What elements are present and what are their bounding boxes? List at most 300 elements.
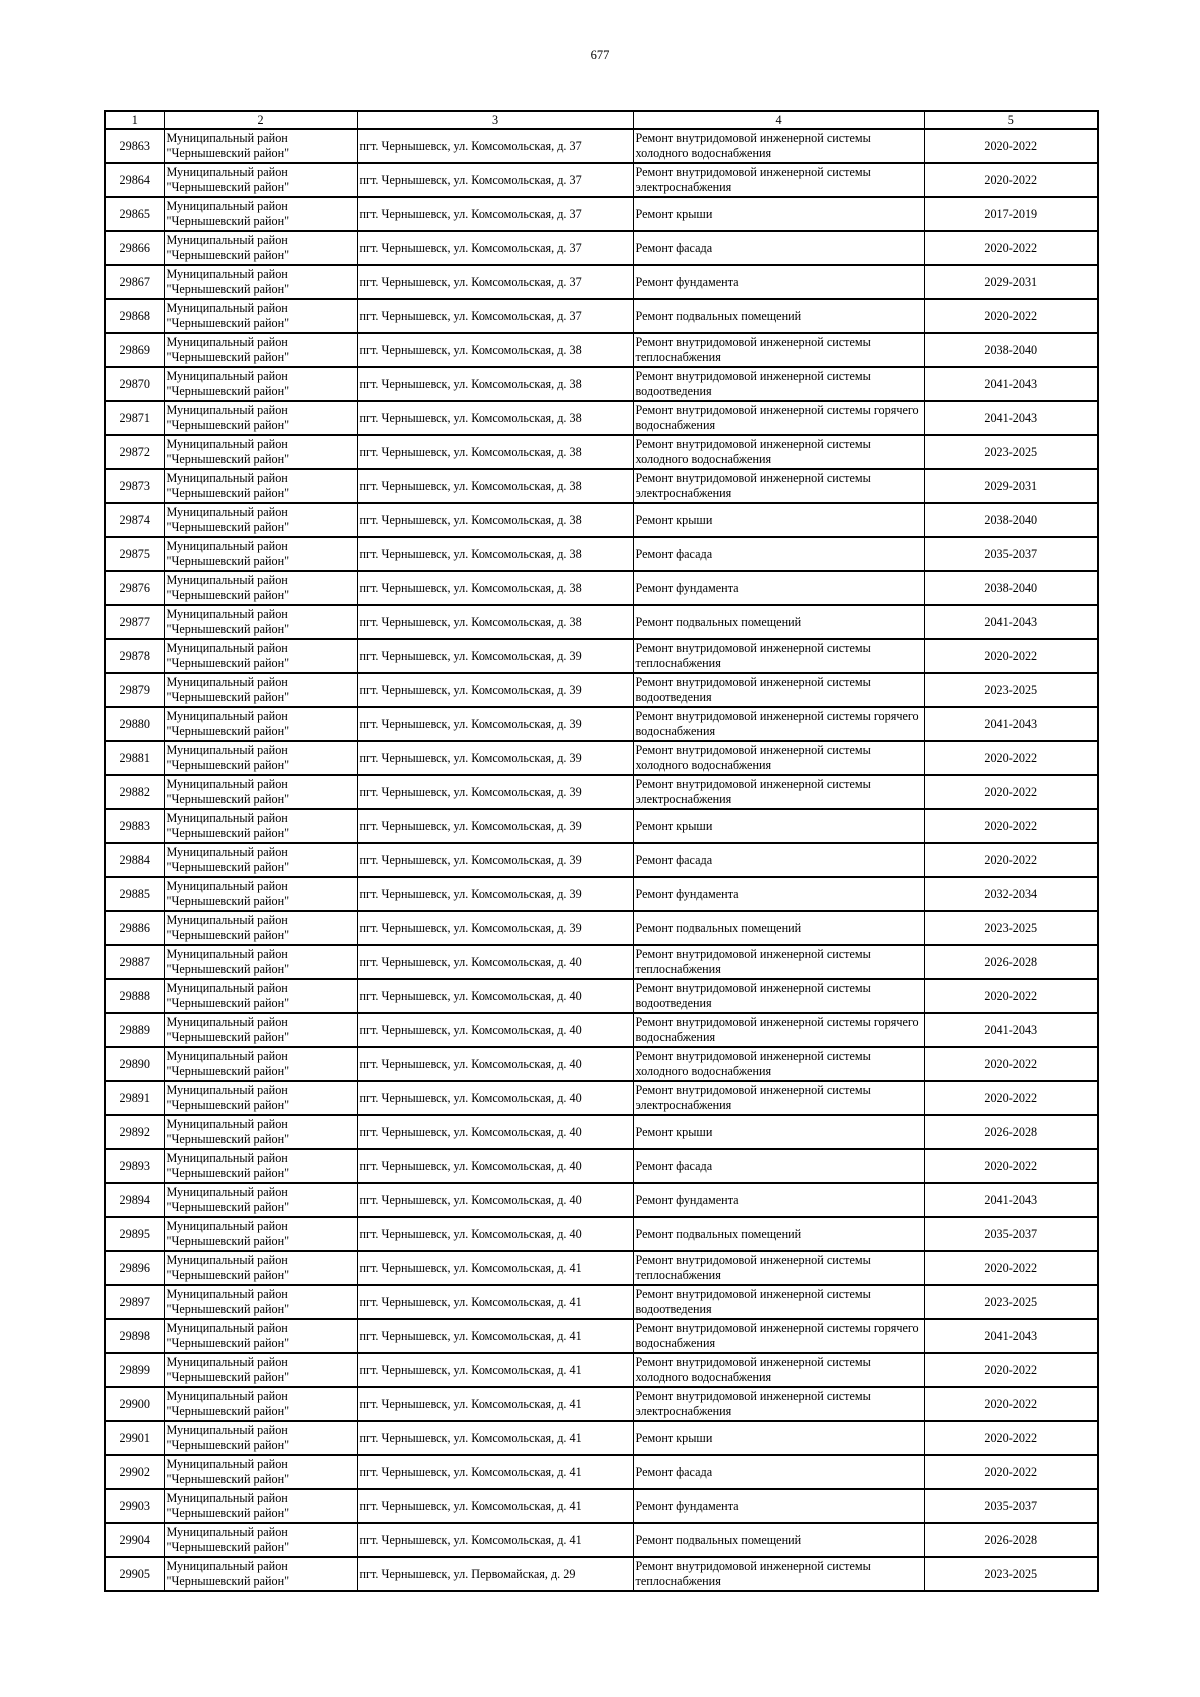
row-number: 29887 — [105, 945, 164, 979]
row-number: 29863 — [105, 129, 164, 163]
work-type-cell: Ремонт фундамента — [633, 1489, 924, 1523]
row-number: 29866 — [105, 231, 164, 265]
period-cell: 2041-2043 — [924, 1319, 1098, 1353]
municipality-cell — [164, 1047, 357, 1081]
table-row — [105, 1387, 1098, 1421]
address-cell: пгт. Чернышевск, ул. Комсомольская, д. 37 — [357, 163, 633, 197]
municipality-name: "Чернышевский район" — [166, 554, 290, 568]
period-cell: 2038-2040 — [924, 333, 1098, 367]
table-row — [105, 1013, 1098, 1047]
municipality-type: Муниципальный район — [166, 335, 288, 349]
municipality-name: "Чернышевский район" — [166, 860, 290, 874]
work-type-cell: Ремонт подвальных помещений — [633, 1523, 924, 1557]
work-type-cell: Ремонт подвальных помещений — [633, 1217, 924, 1251]
address-cell: пгт. Чернышевск, ул. Комсомольская, д. 38 — [357, 367, 633, 401]
table-row — [105, 809, 1098, 843]
table-row — [105, 775, 1098, 809]
table-row — [105, 1047, 1098, 1081]
municipality-type: Муниципальный район — [166, 403, 288, 417]
municipality-type: Муниципальный район — [166, 811, 288, 825]
work-type-cell: Ремонт фасада — [633, 1149, 924, 1183]
period-cell: 2020-2022 — [924, 1047, 1098, 1081]
municipality-cell — [164, 129, 357, 163]
municipality-type: Муниципальный район — [166, 199, 288, 213]
row-number: 29899 — [105, 1353, 164, 1387]
period-cell: 2020-2022 — [924, 1455, 1098, 1489]
table-row — [105, 333, 1098, 367]
period-cell: 2020-2022 — [924, 1081, 1098, 1115]
work-type-cell: Ремонт внутридомовой инженерной системы водоотведения — [633, 367, 924, 401]
work-type-cell: Ремонт крыши — [633, 1421, 924, 1455]
table-row — [105, 163, 1098, 197]
municipality-name: "Чернышевский район" — [166, 656, 290, 670]
municipality-name: "Чернышевский район" — [166, 724, 290, 738]
municipality-cell — [164, 1523, 357, 1557]
row-number: 29892 — [105, 1115, 164, 1149]
row-number: 29894 — [105, 1183, 164, 1217]
period-cell: 2041-2043 — [924, 1013, 1098, 1047]
work-type-cell: Ремонт фасада — [633, 231, 924, 265]
municipality-type: Муниципальный район — [166, 1049, 288, 1063]
address-cell: пгт. Чернышевск, ул. Комсомольская, д. 40 — [357, 1149, 633, 1183]
period-cell: 2041-2043 — [924, 367, 1098, 401]
municipality-name: "Чернышевский район" — [166, 1132, 290, 1146]
work-type-cell: Ремонт внутридомовой инженерной системы электроснабжения — [633, 1081, 924, 1115]
municipality-name: "Чернышевский район" — [166, 452, 290, 466]
municipality-name: "Чернышевский район" — [166, 248, 290, 262]
period-cell: 2023-2025 — [924, 911, 1098, 945]
municipality-name: "Чернышевский район" — [166, 1200, 290, 1214]
period-cell: 2023-2025 — [924, 673, 1098, 707]
table-row — [105, 843, 1098, 877]
table-row — [105, 1115, 1098, 1149]
municipality-cell — [164, 1251, 357, 1285]
table-row — [105, 1149, 1098, 1183]
row-number: 29871 — [105, 401, 164, 435]
column-number-row — [105, 111, 1098, 129]
period-cell: 2020-2022 — [924, 1149, 1098, 1183]
table-row — [105, 741, 1098, 775]
municipality-type: Муниципальный район — [166, 1457, 288, 1471]
row-number: 29895 — [105, 1217, 164, 1251]
period-cell: 2020-2022 — [924, 299, 1098, 333]
municipality-name: "Чернышевский район" — [166, 146, 290, 160]
work-type-cell: Ремонт внутридомовой инженерной системы холодного водоснабжения — [633, 129, 924, 163]
municipality-name: "Чернышевский район" — [166, 180, 290, 194]
municipality-cell — [164, 503, 357, 537]
period-cell: 2026-2028 — [924, 1523, 1098, 1557]
address-cell: пгт. Чернышевск, ул. Комсомольская, д. 41 — [357, 1251, 633, 1285]
table-row — [105, 1217, 1098, 1251]
municipality-name: "Чернышевский район" — [166, 1506, 290, 1520]
municipality-name: "Чернышевский район" — [166, 1574, 290, 1588]
table-row — [105, 231, 1098, 265]
column-header-5: 5 — [924, 111, 1098, 129]
table-row — [105, 401, 1098, 435]
work-type-cell: Ремонт внутридомовой инженерной системы теплоснабжения — [633, 639, 924, 673]
row-number: 29900 — [105, 1387, 164, 1421]
address-cell: пгт. Чернышевск, ул. Комсомольская, д. 37 — [357, 299, 633, 333]
municipality-type: Муниципальный район — [166, 1151, 288, 1165]
row-number: 29883 — [105, 809, 164, 843]
municipality-cell — [164, 401, 357, 435]
municipality-name: "Чернышевский район" — [166, 894, 290, 908]
municipality-type: Муниципальный район — [166, 301, 288, 315]
row-number: 29890 — [105, 1047, 164, 1081]
address-cell: пгт. Чернышевск, ул. Комсомольская, д. 41 — [357, 1421, 633, 1455]
municipality-name: "Чернышевский район" — [166, 1030, 290, 1044]
municipality-name: "Чернышевский район" — [166, 384, 290, 398]
table-row — [105, 707, 1098, 741]
municipality-cell — [164, 673, 357, 707]
row-number: 29902 — [105, 1455, 164, 1489]
period-cell: 2029-2031 — [924, 469, 1098, 503]
municipality-type: Муниципальный район — [166, 913, 288, 927]
municipality-cell — [164, 1285, 357, 1319]
municipality-name: "Чернышевский район" — [166, 928, 290, 942]
work-type-cell: Ремонт внутридомовой инженерной системы горячего водоснабжения — [633, 1319, 924, 1353]
municipality-type: Муниципальный район — [166, 743, 288, 757]
table-row — [105, 1421, 1098, 1455]
work-type-cell: Ремонт внутридомовой инженерной системы электроснабжения — [633, 775, 924, 809]
municipality-type: Муниципальный район — [166, 879, 288, 893]
period-cell: 2020-2022 — [924, 639, 1098, 673]
municipality-cell — [164, 1353, 357, 1387]
row-number: 29896 — [105, 1251, 164, 1285]
municipality-name: "Чернышевский район" — [166, 792, 290, 806]
work-type-cell: Ремонт фундамента — [633, 1183, 924, 1217]
row-number: 29879 — [105, 673, 164, 707]
table-row — [105, 435, 1098, 469]
address-cell: пгт. Чернышевск, ул. Комсомольская, д. 40 — [357, 1183, 633, 1217]
municipality-type: Муниципальный район — [166, 607, 288, 621]
municipality-cell — [164, 1149, 357, 1183]
municipality-cell — [164, 1183, 357, 1217]
work-type-cell: Ремонт внутридомовой инженерной системы горячего водоснабжения — [633, 401, 924, 435]
period-cell: 2026-2028 — [924, 945, 1098, 979]
table-row — [105, 265, 1098, 299]
period-cell: 2020-2022 — [924, 1353, 1098, 1387]
period-cell: 2020-2022 — [924, 231, 1098, 265]
period-cell: 2029-2031 — [924, 265, 1098, 299]
municipality-cell — [164, 1489, 357, 1523]
municipality-type: Муниципальный район — [166, 369, 288, 383]
table-row — [105, 945, 1098, 979]
work-type-cell: Ремонт внутридомовой инженерной системы теплоснабжения — [633, 1557, 924, 1591]
municipality-cell — [164, 1455, 357, 1489]
municipality-name: "Чернышевский район" — [166, 1268, 290, 1282]
row-number: 29875 — [105, 537, 164, 571]
municipality-cell — [164, 979, 357, 1013]
row-number: 29898 — [105, 1319, 164, 1353]
address-cell: пгт. Чернышевск, ул. Комсомольская, д. 38 — [357, 503, 633, 537]
municipality-cell — [164, 435, 357, 469]
work-type-cell: Ремонт внутридомовой инженерной системы электроснабжения — [633, 469, 924, 503]
work-type-cell: Ремонт крыши — [633, 1115, 924, 1149]
row-number: 29864 — [105, 163, 164, 197]
work-type-cell: Ремонт крыши — [633, 503, 924, 537]
row-number: 29897 — [105, 1285, 164, 1319]
municipality-cell — [164, 333, 357, 367]
address-cell: пгт. Чернышевск, ул. Комсомольская, д. 37 — [357, 129, 633, 163]
table-row — [105, 1183, 1098, 1217]
municipality-cell — [164, 775, 357, 809]
address-cell: пгт. Чернышевск, ул. Комсомольская, д. 39 — [357, 775, 633, 809]
municipality-name: "Чернышевский район" — [166, 1336, 290, 1350]
address-cell: пгт. Чернышевск, ул. Первомайская, д. 29 — [357, 1557, 633, 1591]
row-number: 29885 — [105, 877, 164, 911]
municipality-type: Муниципальный район — [166, 1491, 288, 1505]
municipality-type: Муниципальный район — [166, 1083, 288, 1097]
period-cell: 2020-2022 — [924, 775, 1098, 809]
municipality-type: Муниципальный район — [166, 233, 288, 247]
row-number: 29891 — [105, 1081, 164, 1115]
period-cell: 2020-2022 — [924, 1251, 1098, 1285]
row-number: 29893 — [105, 1149, 164, 1183]
period-cell: 2041-2043 — [924, 605, 1098, 639]
table-row — [105, 1285, 1098, 1319]
table-row — [105, 129, 1098, 163]
municipality-cell — [164, 231, 357, 265]
municipality-type: Муниципальный район — [166, 1185, 288, 1199]
address-cell: пгт. Чернышевск, ул. Комсомольская, д. 38 — [357, 571, 633, 605]
period-cell: 2017-2019 — [924, 197, 1098, 231]
municipality-type: Муниципальный район — [166, 165, 288, 179]
address-cell: пгт. Чернышевск, ул. Комсомольская, д. 39 — [357, 741, 633, 775]
row-number: 29865 — [105, 197, 164, 231]
period-cell: 2035-2037 — [924, 1217, 1098, 1251]
row-number: 29870 — [105, 367, 164, 401]
municipality-type: Муниципальный район — [166, 947, 288, 961]
address-cell: пгт. Чернышевск, ул. Комсомольская, д. 40 — [357, 979, 633, 1013]
municipality-cell — [164, 1557, 357, 1591]
period-cell: 2032-2034 — [924, 877, 1098, 911]
row-number: 29904 — [105, 1523, 164, 1557]
period-cell: 2020-2022 — [924, 741, 1098, 775]
work-type-cell: Ремонт фасада — [633, 1455, 924, 1489]
municipality-name: "Чернышевский район" — [166, 1098, 290, 1112]
period-cell: 2023-2025 — [924, 1557, 1098, 1591]
municipality-name: "Чернышевский район" — [166, 350, 290, 364]
row-number: 29880 — [105, 707, 164, 741]
work-type-cell: Ремонт внутридомовой инженерной системы холодного водоснабжения — [633, 435, 924, 469]
municipality-name: "Чернышевский район" — [166, 1064, 290, 1078]
address-cell: пгт. Чернышевск, ул. Комсомольская, д. 39 — [357, 707, 633, 741]
period-cell: 2020-2022 — [924, 843, 1098, 877]
address-cell: пгт. Чернышевск, ул. Комсомольская, д. 40 — [357, 1081, 633, 1115]
municipality-name: "Чернышевский район" — [166, 1404, 290, 1418]
municipality-name: "Чернышевский район" — [166, 486, 290, 500]
row-number: 29868 — [105, 299, 164, 333]
period-cell: 2020-2022 — [924, 1387, 1098, 1421]
work-type-cell: Ремонт подвальных помещений — [633, 605, 924, 639]
municipality-name: "Чернышевский район" — [166, 1370, 290, 1384]
table-row — [105, 197, 1098, 231]
row-number: 29888 — [105, 979, 164, 1013]
work-type-cell: Ремонт фундамента — [633, 877, 924, 911]
municipality-type: Муниципальный район — [166, 1253, 288, 1267]
municipality-cell — [164, 265, 357, 299]
address-cell: пгт. Чернышевск, ул. Комсомольская, д. 40 — [357, 1047, 633, 1081]
row-number: 29877 — [105, 605, 164, 639]
row-number: 29884 — [105, 843, 164, 877]
work-type-cell: Ремонт внутридомовой инженерной системы теплоснабжения — [633, 1251, 924, 1285]
table-row — [105, 1353, 1098, 1387]
municipality-name: "Чернышевский район" — [166, 622, 290, 636]
municipality-name: "Чернышевский район" — [166, 758, 290, 772]
municipality-cell — [164, 707, 357, 741]
municipality-name: "Чернышевский район" — [166, 996, 290, 1010]
municipality-name: "Чернышевский район" — [166, 1472, 290, 1486]
row-number: 29867 — [105, 265, 164, 299]
period-cell: 2026-2028 — [924, 1115, 1098, 1149]
table-row — [105, 673, 1098, 707]
row-number: 29878 — [105, 639, 164, 673]
row-number: 29874 — [105, 503, 164, 537]
address-cell: пгт. Чернышевск, ул. Комсомольская, д. 41 — [357, 1523, 633, 1557]
municipality-cell — [164, 605, 357, 639]
address-cell: пгт. Чернышевск, ул. Комсомольская, д. 39 — [357, 639, 633, 673]
municipality-type: Муниципальный район — [166, 709, 288, 723]
period-cell: 2023-2025 — [924, 435, 1098, 469]
address-cell: пгт. Чернышевск, ул. Комсомольская, д. 38 — [357, 333, 633, 367]
row-number: 29905 — [105, 1557, 164, 1591]
municipality-type: Муниципальный район — [166, 1117, 288, 1131]
municipality-type: Муниципальный район — [166, 131, 288, 145]
row-number: 29872 — [105, 435, 164, 469]
address-cell: пгт. Чернышевск, ул. Комсомольская, д. 39 — [357, 809, 633, 843]
table-row — [105, 639, 1098, 673]
work-type-cell: Ремонт внутридомовой инженерной системы водоотведения — [633, 979, 924, 1013]
table-row — [105, 877, 1098, 911]
row-number: 29882 — [105, 775, 164, 809]
municipality-cell — [164, 1319, 357, 1353]
municipality-cell — [164, 469, 357, 503]
row-number: 29903 — [105, 1489, 164, 1523]
work-type-cell: Ремонт подвальных помещений — [633, 299, 924, 333]
address-cell: пгт. Чернышевск, ул. Комсомольская, д. 41 — [357, 1489, 633, 1523]
row-number: 29889 — [105, 1013, 164, 1047]
municipality-name: "Чернышевский район" — [166, 418, 290, 432]
work-type-cell: Ремонт фундамента — [633, 265, 924, 299]
municipality-type: Муниципальный район — [166, 1423, 288, 1437]
municipality-type: Муниципальный район — [166, 1525, 288, 1539]
municipality-name: "Чернышевский район" — [166, 1302, 290, 1316]
municipality-cell — [164, 877, 357, 911]
period-cell: 2020-2022 — [924, 809, 1098, 843]
table-row — [105, 1455, 1098, 1489]
address-cell: пгт. Чернышевск, ул. Комсомольская, д. 41 — [357, 1353, 633, 1387]
table-row — [105, 367, 1098, 401]
municipality-cell — [164, 163, 357, 197]
municipality-cell — [164, 299, 357, 333]
municipality-name: "Чернышевский район" — [166, 588, 290, 602]
municipality-cell — [164, 1115, 357, 1149]
row-number: 29869 — [105, 333, 164, 367]
table-row — [105, 1251, 1098, 1285]
municipality-type: Муниципальный район — [166, 437, 288, 451]
period-cell: 2023-2025 — [924, 1285, 1098, 1319]
municipality-cell — [164, 1081, 357, 1115]
table-row — [105, 503, 1098, 537]
municipality-cell — [164, 1013, 357, 1047]
work-type-cell: Ремонт внутридомовой инженерной системы электроснабжения — [633, 1387, 924, 1421]
address-cell: пгт. Чернышевск, ул. Комсомольская, д. 40 — [357, 1115, 633, 1149]
table-row — [105, 605, 1098, 639]
work-type-cell: Ремонт внутридомовой инженерной системы горячего водоснабжения — [633, 707, 924, 741]
work-type-cell: Ремонт внутридомовой инженерной системы теплоснабжения — [633, 945, 924, 979]
address-cell: пгт. Чернышевск, ул. Комсомольская, д. 40 — [357, 1217, 633, 1251]
municipality-type: Муниципальный район — [166, 1219, 288, 1233]
municipality-cell — [164, 571, 357, 605]
municipality-type: Муниципальный район — [166, 1559, 288, 1573]
table-row — [105, 979, 1098, 1013]
address-cell: пгт. Чернышевск, ул. Комсомольская, д. 40 — [357, 945, 633, 979]
municipality-type: Муниципальный район — [166, 641, 288, 655]
capital-repair-table — [104, 110, 1099, 1592]
address-cell: пгт. Чернышевск, ул. Комсомольская, д. 37 — [357, 231, 633, 265]
municipality-type: Муниципальный район — [166, 1355, 288, 1369]
municipality-cell — [164, 945, 357, 979]
municipality-type: Муниципальный район — [166, 1015, 288, 1029]
period-cell: 2035-2037 — [924, 537, 1098, 571]
address-cell: пгт. Чернышевск, ул. Комсомольская, д. 39 — [357, 877, 633, 911]
work-type-cell: Ремонт внутридомовой инженерной системы горячего водоснабжения — [633, 1013, 924, 1047]
municipality-name: "Чернышевский район" — [166, 1234, 290, 1248]
address-cell: пгт. Чернышевск, ул. Комсомольская, д. 37 — [357, 197, 633, 231]
municipality-cell — [164, 1387, 357, 1421]
municipality-name: "Чернышевский район" — [166, 520, 290, 534]
municipality-name: "Чернышевский район" — [166, 316, 290, 330]
address-cell: пгт. Чернышевск, ул. Комсомольская, д. 41 — [357, 1455, 633, 1489]
column-header-2: 2 — [164, 111, 357, 129]
municipality-cell — [164, 1217, 357, 1251]
municipality-name: "Чернышевский район" — [166, 962, 290, 976]
municipality-name: "Чернышевский район" — [166, 690, 290, 704]
work-type-cell: Ремонт внутридомовой инженерной системы холодного водоснабжения — [633, 1353, 924, 1387]
municipality-type: Муниципальный район — [166, 267, 288, 281]
municipality-name: "Чернышевский район" — [166, 282, 290, 296]
column-header-4: 4 — [633, 111, 924, 129]
row-number: 29873 — [105, 469, 164, 503]
period-cell: 2020-2022 — [924, 1421, 1098, 1455]
municipality-type: Муниципальный район — [166, 539, 288, 553]
table-row — [105, 571, 1098, 605]
municipality-cell — [164, 367, 357, 401]
table-row — [105, 911, 1098, 945]
municipality-type: Муниципальный район — [166, 1321, 288, 1335]
municipality-type: Муниципальный район — [166, 981, 288, 995]
period-cell: 2041-2043 — [924, 1183, 1098, 1217]
municipality-cell — [164, 843, 357, 877]
work-type-cell: Ремонт фасада — [633, 843, 924, 877]
table-row — [105, 1081, 1098, 1115]
row-number: 29881 — [105, 741, 164, 775]
period-cell: 2035-2037 — [924, 1489, 1098, 1523]
table-row — [105, 1557, 1098, 1591]
period-cell: 2020-2022 — [924, 163, 1098, 197]
work-type-cell: Ремонт подвальных помещений — [633, 911, 924, 945]
work-type-cell: Ремонт фасада — [633, 537, 924, 571]
column-header-3: 3 — [357, 111, 633, 129]
municipality-cell — [164, 639, 357, 673]
address-cell: пгт. Чернышевск, ул. Комсомольская, д. 39 — [357, 673, 633, 707]
municipality-type: Муниципальный район — [166, 1287, 288, 1301]
work-type-cell: Ремонт крыши — [633, 809, 924, 843]
address-cell: пгт. Чернышевск, ул. Комсомольская, д. 38 — [357, 537, 633, 571]
work-type-cell: Ремонт внутридомовой инженерной системы холодного водоснабжения — [633, 741, 924, 775]
address-cell: пгт. Чернышевск, ул. Комсомольская, д. 41 — [357, 1319, 633, 1353]
